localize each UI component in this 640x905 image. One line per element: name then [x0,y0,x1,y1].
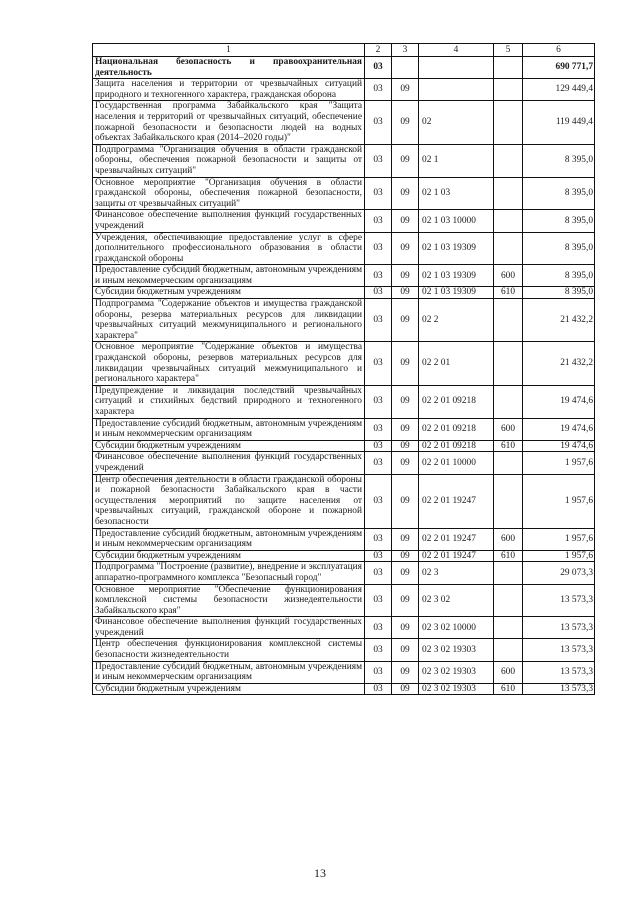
row-name-cell: Субсидии бюджетным учреждениям [93,683,365,695]
row-name-cell: Центр обеспечения функционирования комплексной системы безопасности жизнедеятельности [93,639,365,661]
row-name-cell: Подпрограмма "Содержание объектов и имущества гражданской обороны, резерва материальных ресурсов для ликвидации чрезвычайных ситуаций межмуниципального и регионального характера" [93,299,365,342]
row-amount-cell: 8 395,0 [523,232,595,265]
row-name-cell: Предоставление субсидий бюджетным, автономным учреждениям и иным некоммерческим организациям [93,265,365,287]
table-row [93,550,595,562]
table-row [93,79,595,101]
row-target-article-cell: 02 1 03 19309 [419,287,494,299]
row-expense-type-cell: 600 [494,661,523,683]
row-name-cell: Субсидии бюджетным учреждениям [93,440,365,452]
row-name-cell: Финансовое обеспечение выполнения функций государственных учреждений [93,452,365,474]
row-target-article-cell [419,79,494,101]
row-target-article-cell: 02 1 03 10000 [419,210,494,232]
table-row [93,639,595,661]
row-target-article-cell: 02 1 03 19309 [419,232,494,265]
row-amount-cell: 13 573,3 [523,584,595,617]
row-target-article-cell: 02 2 01 19247 [419,528,494,550]
row-amount-cell: 1 957,6 [523,452,595,474]
row-section-cell: 03 [365,562,392,584]
row-target-article-cell: 02 3 02 [419,584,494,617]
row-expense-type-cell [494,452,523,474]
row-section-cell: 03 [365,683,392,695]
row-amount-cell: 119 449,4 [523,101,595,144]
row-target-article-cell [419,57,494,79]
row-target-article-cell: 02 1 [419,144,494,177]
row-subsection-cell: 09 [392,452,419,474]
table-row [93,661,595,683]
row-subsection-cell: 09 [392,639,419,661]
row-section-cell: 03 [365,177,392,210]
row-subsection-cell: 09 [392,265,419,287]
row-amount-cell: 13 573,3 [523,683,595,695]
row-subsection-cell: 09 [392,79,419,101]
table-row [93,452,595,474]
row-amount-cell: 19 474,6 [523,440,595,452]
row-amount-cell: 8 395,0 [523,144,595,177]
row-expense-type-cell [494,210,523,232]
row-section-cell: 03 [365,57,392,79]
row-amount-cell: 13 573,3 [523,661,595,683]
row-expense-type-cell: 610 [494,440,523,452]
row-section-cell: 03 [365,639,392,661]
row-expense-type-cell: 610 [494,683,523,695]
row-target-article-cell: 02 1 03 19309 [419,265,494,287]
row-target-article-cell: 02 2 01 09218 [419,385,494,418]
row-amount-cell: 129 449,4 [523,79,595,101]
row-name-cell: Субсидии бюджетным учреждениям [93,550,365,562]
row-section-cell: 03 [365,661,392,683]
row-name-cell: Основное мероприятие "Содержание объектов и имущества гражданской обороны, резервов материальных ресурсов для ликвидации чрезвычайных ситуаций межмуниципального и регионального характера" [93,342,365,385]
row-amount-cell: 8 395,0 [523,210,595,232]
table-body [93,44,595,695]
row-section-cell: 03 [365,101,392,144]
row-target-article-cell: 02 3 02 19303 [419,661,494,683]
row-subsection-cell: 09 [392,144,419,177]
row-name-cell: Подпрограмма "Организация обучения в области гражданской обороны, обеспечения пожарной безопасности и защиты от чрезвычайных ситуаций" [93,144,365,177]
table-row [93,418,595,440]
header-col-5: 5 [494,44,523,57]
table-row [93,617,595,639]
row-name-cell: Предоставление субсидий бюджетным, автономным учреждениям и иным некоммерческим организациям [93,661,365,683]
row-section-cell: 03 [365,144,392,177]
row-section-cell: 03 [365,342,392,385]
row-subsection-cell: 09 [392,418,419,440]
row-expense-type-cell [494,299,523,342]
row-target-article-cell: 02 3 02 10000 [419,617,494,639]
row-expense-type-cell [494,639,523,661]
row-expense-type-cell [494,101,523,144]
row-expense-type-cell [494,385,523,418]
row-amount-cell: 690 771,7 [523,57,595,79]
row-name-cell: Государственная программа Забайкальского края "Защита населения и территорий от чрезвычайных ситуаций, обеспечение пожарной безопасности и безопасности людей на водных объектах Забайкальского края (2014–2020 годы)" [93,101,365,144]
row-name-cell: Финансовое обеспечение выполнения функций государственных учреждений [93,210,365,232]
header-col-2: 2 [365,44,392,57]
row-subsection-cell: 09 [392,440,419,452]
table-row [93,287,595,299]
row-subsection-cell: 09 [392,683,419,695]
row-section-cell: 03 [365,452,392,474]
row-section-cell: 03 [365,210,392,232]
row-expense-type-cell [494,342,523,385]
row-expense-type-cell [494,232,523,265]
row-expense-type-cell [494,584,523,617]
row-subsection-cell: 09 [392,177,419,210]
row-target-article-cell: 02 3 02 19303 [419,639,494,661]
table-row [93,210,595,232]
row-section-cell: 03 [365,287,392,299]
row-section-cell: 03 [365,265,392,287]
row-target-article-cell: 02 2 01 19247 [419,550,494,562]
row-name-cell: Предоставление субсидий бюджетным, автономным учреждениям и иным некоммерческим организациям [93,528,365,550]
row-expense-type-cell [494,57,523,79]
row-target-article-cell: 02 [419,101,494,144]
row-target-article-cell: 02 2 [419,299,494,342]
row-amount-cell: 1 957,6 [523,528,595,550]
row-expense-type-cell: 600 [494,418,523,440]
table-row [93,265,595,287]
row-target-article-cell: 02 1 03 [419,177,494,210]
row-name-cell: Основное мероприятие "Обеспечение функционирования комплексной системы безопасности жизнедеятельности Забайкальского края" [93,584,365,617]
row-amount-cell: 8 395,0 [523,177,595,210]
table-row [93,144,595,177]
page-number: 13 [314,866,326,880]
table-row [93,101,595,144]
table-row [93,474,595,528]
row-subsection-cell: 09 [392,474,419,528]
row-section-cell: 03 [365,617,392,639]
row-subsection-cell: 09 [392,299,419,342]
row-subsection-cell: 09 [392,287,419,299]
table-row [93,342,595,385]
row-target-article-cell: 02 3 [419,562,494,584]
row-target-article-cell: 02 2 01 10000 [419,452,494,474]
row-target-article-cell: 02 2 01 09218 [419,418,494,440]
table-row [93,528,595,550]
row-expense-type-cell [494,79,523,101]
row-section-cell: 03 [365,385,392,418]
row-expense-type-cell [494,177,523,210]
row-amount-cell: 19 474,6 [523,418,595,440]
row-name-cell: Центр обеспечения деятельности в области гражданской обороны и пожарной безопасности Забайкальского края в части осуществления мероприятий по защите населения от чрезвычайных ситуаций, гражданской обороне и пожарной безопасности [93,474,365,528]
row-subsection-cell: 09 [392,550,419,562]
row-section-cell: 03 [365,232,392,265]
table-row [93,385,595,418]
row-subsection-cell: 09 [392,584,419,617]
row-amount-cell: 29 073,3 [523,562,595,584]
row-name-cell: Предоставление субсидий бюджетным, автономным учреждениям и иным некоммерческим организациям [93,418,365,440]
row-amount-cell: 8 395,0 [523,287,595,299]
row-subsection-cell: 09 [392,385,419,418]
row-subsection-cell: 09 [392,210,419,232]
table-row [93,562,595,584]
row-section-cell: 03 [365,474,392,528]
row-section-cell: 03 [365,418,392,440]
header-col-3: 3 [392,44,419,57]
row-subsection-cell [392,57,419,79]
row-expense-type-cell [494,562,523,584]
row-expense-type-cell: 610 [494,550,523,562]
table-row [93,584,595,617]
table-row [93,177,595,210]
header-col-4: 4 [419,44,494,57]
row-target-article-cell: 02 3 02 19303 [419,683,494,695]
row-section-cell: 03 [365,79,392,101]
row-section-cell: 03 [365,550,392,562]
row-amount-cell: 19 474,6 [523,385,595,418]
row-expense-type-cell [494,144,523,177]
row-expense-type-cell: 600 [494,265,523,287]
row-section-cell: 03 [365,299,392,342]
row-subsection-cell: 09 [392,661,419,683]
row-section-cell: 03 [365,528,392,550]
row-amount-cell: 21 432,2 [523,342,595,385]
table-header-row [93,44,595,57]
row-name-cell: Предупреждение и ликвидация последствий чрезвычайных ситуаций и стихийных бедствий природного и техногенного характера [93,385,365,418]
row-name-cell: Основное мероприятие "Организация обучения в области гражданской обороны, обеспечения пожарной безопасности, защиты от чрезвычайных ситуаций" [93,177,365,210]
row-name-cell: Субсидии бюджетным учреждениям [93,287,365,299]
row-name-cell: Защита населения и территории от чрезвычайных ситуаций природного и техногенного характера, гражданская оборона [93,79,365,101]
row-subsection-cell: 09 [392,528,419,550]
table-row [93,299,595,342]
table-row [93,440,595,452]
row-subsection-cell: 09 [392,617,419,639]
table-row [93,232,595,265]
row-target-article-cell: 02 2 01 09218 [419,440,494,452]
row-amount-cell: 8 395,0 [523,265,595,287]
row-amount-cell: 21 432,2 [523,299,595,342]
row-subsection-cell: 09 [392,562,419,584]
table-row [93,57,595,79]
row-subsection-cell: 09 [392,101,419,144]
row-name-cell: Учреждения, обеспечивающие предоставление услуг в сфере дополнительного профессионального образования в области гражданской обороны [93,232,365,265]
row-expense-type-cell: 600 [494,528,523,550]
table-row [93,683,595,695]
row-target-article-cell: 02 2 01 [419,342,494,385]
row-name-cell: Подпрограмма "Построение (развитие), внедрение и эксплуатация аппаратно-программного комплекса "Безопасный город" [93,562,365,584]
row-section-cell: 03 [365,440,392,452]
header-col-1: 1 [93,44,365,57]
row-expense-type-cell [494,617,523,639]
row-name-cell: Национальная безопасность и правоохранительная деятельность [93,57,365,79]
header-col-6: 6 [523,44,595,57]
row-amount-cell: 1 957,6 [523,550,595,562]
row-name-cell: Финансовое обеспечение выполнения функций государственных учреждений [93,617,365,639]
budget-table [92,43,595,695]
row-expense-type-cell: 610 [494,287,523,299]
row-subsection-cell: 09 [392,342,419,385]
row-target-article-cell: 02 2 01 19247 [419,474,494,528]
row-section-cell: 03 [365,584,392,617]
row-amount-cell: 13 573,3 [523,617,595,639]
row-expense-type-cell [494,474,523,528]
row-amount-cell: 13 573,3 [523,639,595,661]
row-amount-cell: 1 957,6 [523,474,595,528]
row-subsection-cell: 09 [392,232,419,265]
